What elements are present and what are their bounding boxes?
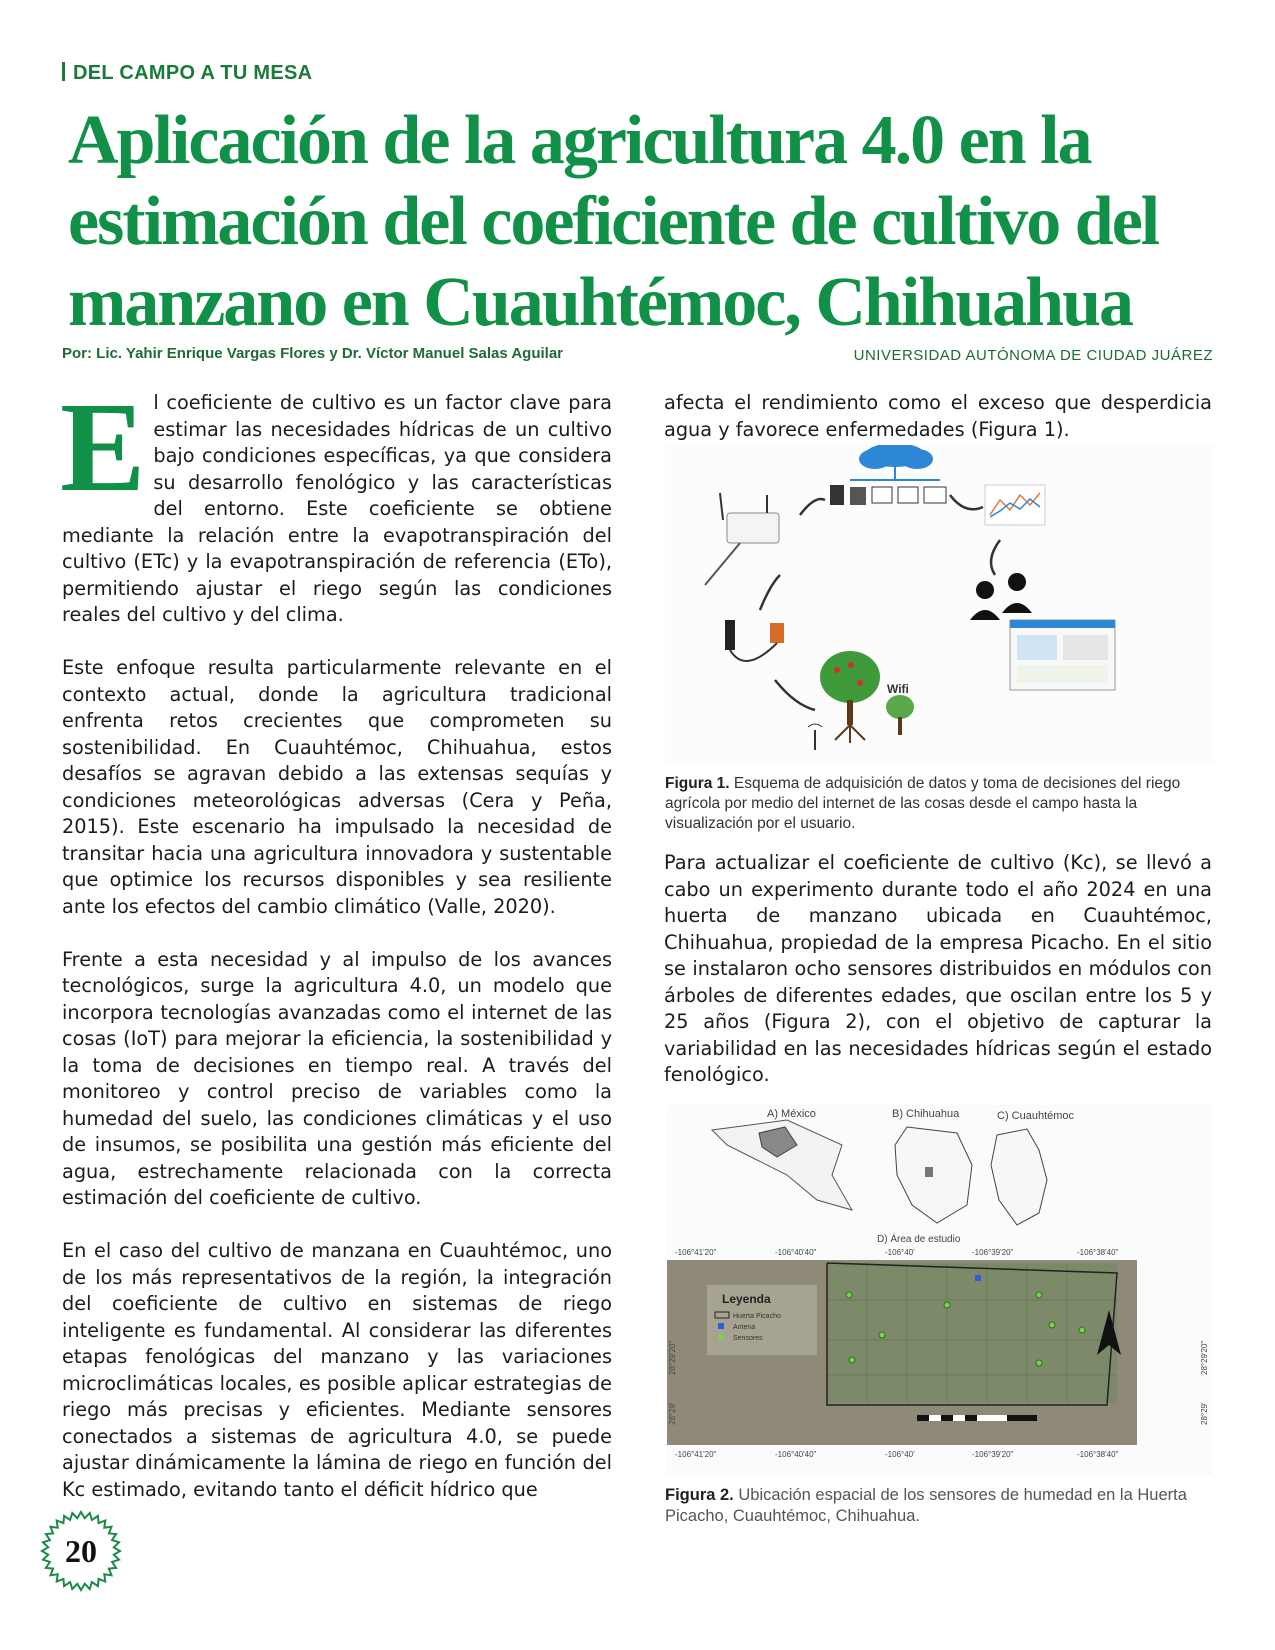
cloud-icon <box>850 445 940 480</box>
svg-text:-106°41'20": -106°41'20" <box>675 1450 717 1459</box>
figure-1-iot-diagram <box>665 445 1213 763</box>
svg-text:28°29': 28°29' <box>1200 1402 1209 1425</box>
figure-1-label: Figura 1. <box>665 775 730 792</box>
devices-icon <box>830 485 946 505</box>
svg-text:-106°40'40": -106°40'40" <box>775 1248 817 1257</box>
legend-huerta: Huerta Picacho <box>733 1313 781 1320</box>
antenna-marker <box>975 1275 981 1281</box>
svg-text:-106°39'20": -106°39'20" <box>972 1450 1014 1459</box>
page-number-badge <box>40 1510 122 1592</box>
paragraph-1-text: l coeficiente de cultivo es un factor clave para estimar las necesidades hídricas de un cultivo bajo condiciones específicas, ya que considera su desarrollo fenológico y las características del entorno. Este coeficiente se obtiene mediante la relación entre la evapotranspiración del cultivo (ETc) y la evapotranspiración de referencia (ETo), permitiendo ajustar el riego según las condiciones reales del cultivo y del clima. <box>62 391 612 626</box>
paragraph-6: Para actualizar el coeficiente de cultivo (Kc), se llevó a cabo un experimento durante todo el año 2024 en una huerta de manzano ubicada en Cuauhtémoc, Chihuahua, propiedad de la empresa Picacho. En el sitio se instalaron ocho sensores distribuidos en módulos con árboles de diferentes edades, que oscilan entre los 5 y 25 años (Figura 2), con el objetivo de capturar la variabilidad en las necesidades hídricas según el estado fenológico. <box>664 851 1212 1086</box>
apple-tree-icon <box>820 651 914 743</box>
map-label-b: B) Chihuahua <box>892 1108 960 1120</box>
iot-diagram-svg <box>665 445 1213 763</box>
institution: UNIVERSIDAD AUTÓNOMA DE CIUDAD JUÁREZ <box>853 347 1213 364</box>
arrow-1 <box>800 499 825 515</box>
legend-sensor-swatch <box>718 1334 724 1340</box>
chihuahua-outline <box>895 1127 972 1223</box>
map-label-c: C) Cuauhtémoc <box>997 1110 1075 1122</box>
drop-cap: E <box>60 376 146 518</box>
chart-thumbnail-icon <box>985 485 1045 525</box>
map-label-d: D) Área de estudio <box>877 1234 961 1245</box>
weather-station-icon <box>705 493 779 585</box>
cuauhtemoc-outline <box>991 1129 1047 1225</box>
svg-text:-106°40'40": -106°40'40" <box>775 1450 817 1459</box>
figure-2-map <box>667 1105 1212 1475</box>
legend-antena-swatch <box>718 1323 724 1329</box>
users-icon <box>970 573 1032 620</box>
left-column <box>60 376 612 1530</box>
svg-text:-106°41'20": -106°41'20" <box>675 1248 717 1257</box>
figure-2-caption-text: Ubicación espacial de los sensores de humedad en la Huerta Picacho, Cuauhtémoc, Chihuahua. <box>665 1486 1187 1525</box>
svg-text:-106°39'20": -106°39'20" <box>972 1248 1014 1257</box>
orchard-area <box>827 1263 1117 1403</box>
svg-text:-106°40': -106°40' <box>885 1248 915 1257</box>
svg-text:28°29'20": 28°29'20" <box>1200 1340 1209 1375</box>
section-text: DEL CAMPO A TU MESA <box>73 62 313 84</box>
legend-sensores: Sensores <box>733 1335 763 1342</box>
svg-text:-106°38'40": -106°38'40" <box>1077 1248 1119 1257</box>
map-svg <box>667 1105 1212 1475</box>
paragraph-5: afecta el rendimiento como el exceso que desperdicia agua y favorece enfermedades (Figura 1). <box>664 391 1212 441</box>
arrow-2 <box>950 495 983 509</box>
dashboard-icon <box>1010 620 1115 690</box>
legend-antena: Antena <box>733 1324 756 1331</box>
soil-sensor-icon <box>725 620 784 661</box>
lon-labels-bottom <box>675 1450 1119 1459</box>
cuauhtemoc-marker <box>925 1167 933 1177</box>
figure-2-caption <box>665 1485 1213 1527</box>
paragraph-4: En el caso del cultivo de manzana en Cuauhtémoc, uno de los más representativos de la región, la integración del coeficiente de cultivo en sistemas de riego inteligente es fundamental. Al considerar las diferentes etapas fenológicas del manzano y las variaciones microclimáticas locales, es posible aplicar estrategias de riego más precisas y eficientes. Mediante sensores conectados a sistemas de agricultura 4.0, se puede ajustar dinámicamente la lámina de riego en función del Kc estimado, evitando tanto el déficit hídrico que <box>62 1239 612 1501</box>
paragraph-3: Frente a esta necesidad y al impulso de los avances tecnológicos, surge la agricultura 4.0, un modelo que incorpora tecnologías avanzadas como el internet de las cosas (IoT) para mejorar la eficiencia, la sostenibilidad y la toma de decisiones en tiempo real. A través del monitoreo y control preciso de variables como la humedad del suelo, las condiciones climáticas y el uso de insumos, se posibilita una gestión más eficiente del agua, estrechamente relacionada con la correcta estimación del coeficiente de cultivo. <box>62 947 612 1209</box>
section-bar <box>62 62 65 81</box>
section-label <box>62 62 312 85</box>
figure-1-caption <box>665 774 1213 834</box>
byline: Por: Lic. Yahir Enrique Vargas Flores y Dr. Víctor Manuel Salas Aguilar <box>62 345 564 362</box>
arrow-4 <box>760 575 780 610</box>
page-number: 20 <box>65 1532 97 1569</box>
paragraph-1 <box>60 376 612 629</box>
antenna-icon <box>808 724 822 750</box>
svg-text:-106°38'40": -106°38'40" <box>1077 1450 1119 1459</box>
svg-text:28°29'20": 28°29'20" <box>668 1340 677 1375</box>
legend-title: Leyenda <box>722 1292 771 1306</box>
figure-2-label: Figura 2. <box>665 1486 734 1504</box>
paragraph-2: Este enfoque resulta particularmente relevante en el contexto actual, donde la agricultura tradicional enfrenta retos crecientes que comprometen su sostenibilidad. En Cuauhtémoc, Chihuahua, estos desafíos se agravan debido a las extensas sequías y condiciones meteorológicas adversas (Cera y Peña, 2015). Este escenario ha impulsado la necesidad de transitar hacia una agricultura innovadora y sustentable que optimice los recursos disponibles y sea resiliente ante los efectos del cambio climático (Valle, 2020). <box>62 656 612 918</box>
wifi-label: Wifi <box>887 682 909 696</box>
svg-text:-106°40': -106°40' <box>885 1450 915 1459</box>
lon-labels-top <box>675 1248 1119 1257</box>
article-title: Aplicación de la agricultura 4.0 en la estimación del coeficiente de cultivo del manzano en Cuauhtémoc, Chihuahua <box>68 102 1159 341</box>
right-column-mid <box>664 850 1212 1115</box>
arrow-5 <box>775 680 815 710</box>
map-label-a: A) México <box>767 1108 816 1120</box>
arrow-3 <box>991 540 1000 575</box>
figure-1-caption-text: Esquema de adquisición de datos y toma de decisiones del riego agrícola por medio del internet de las cosas desde el campo hasta la visualización por el usuario. <box>665 775 1181 832</box>
svg-text:28°29': 28°29' <box>668 1402 677 1425</box>
